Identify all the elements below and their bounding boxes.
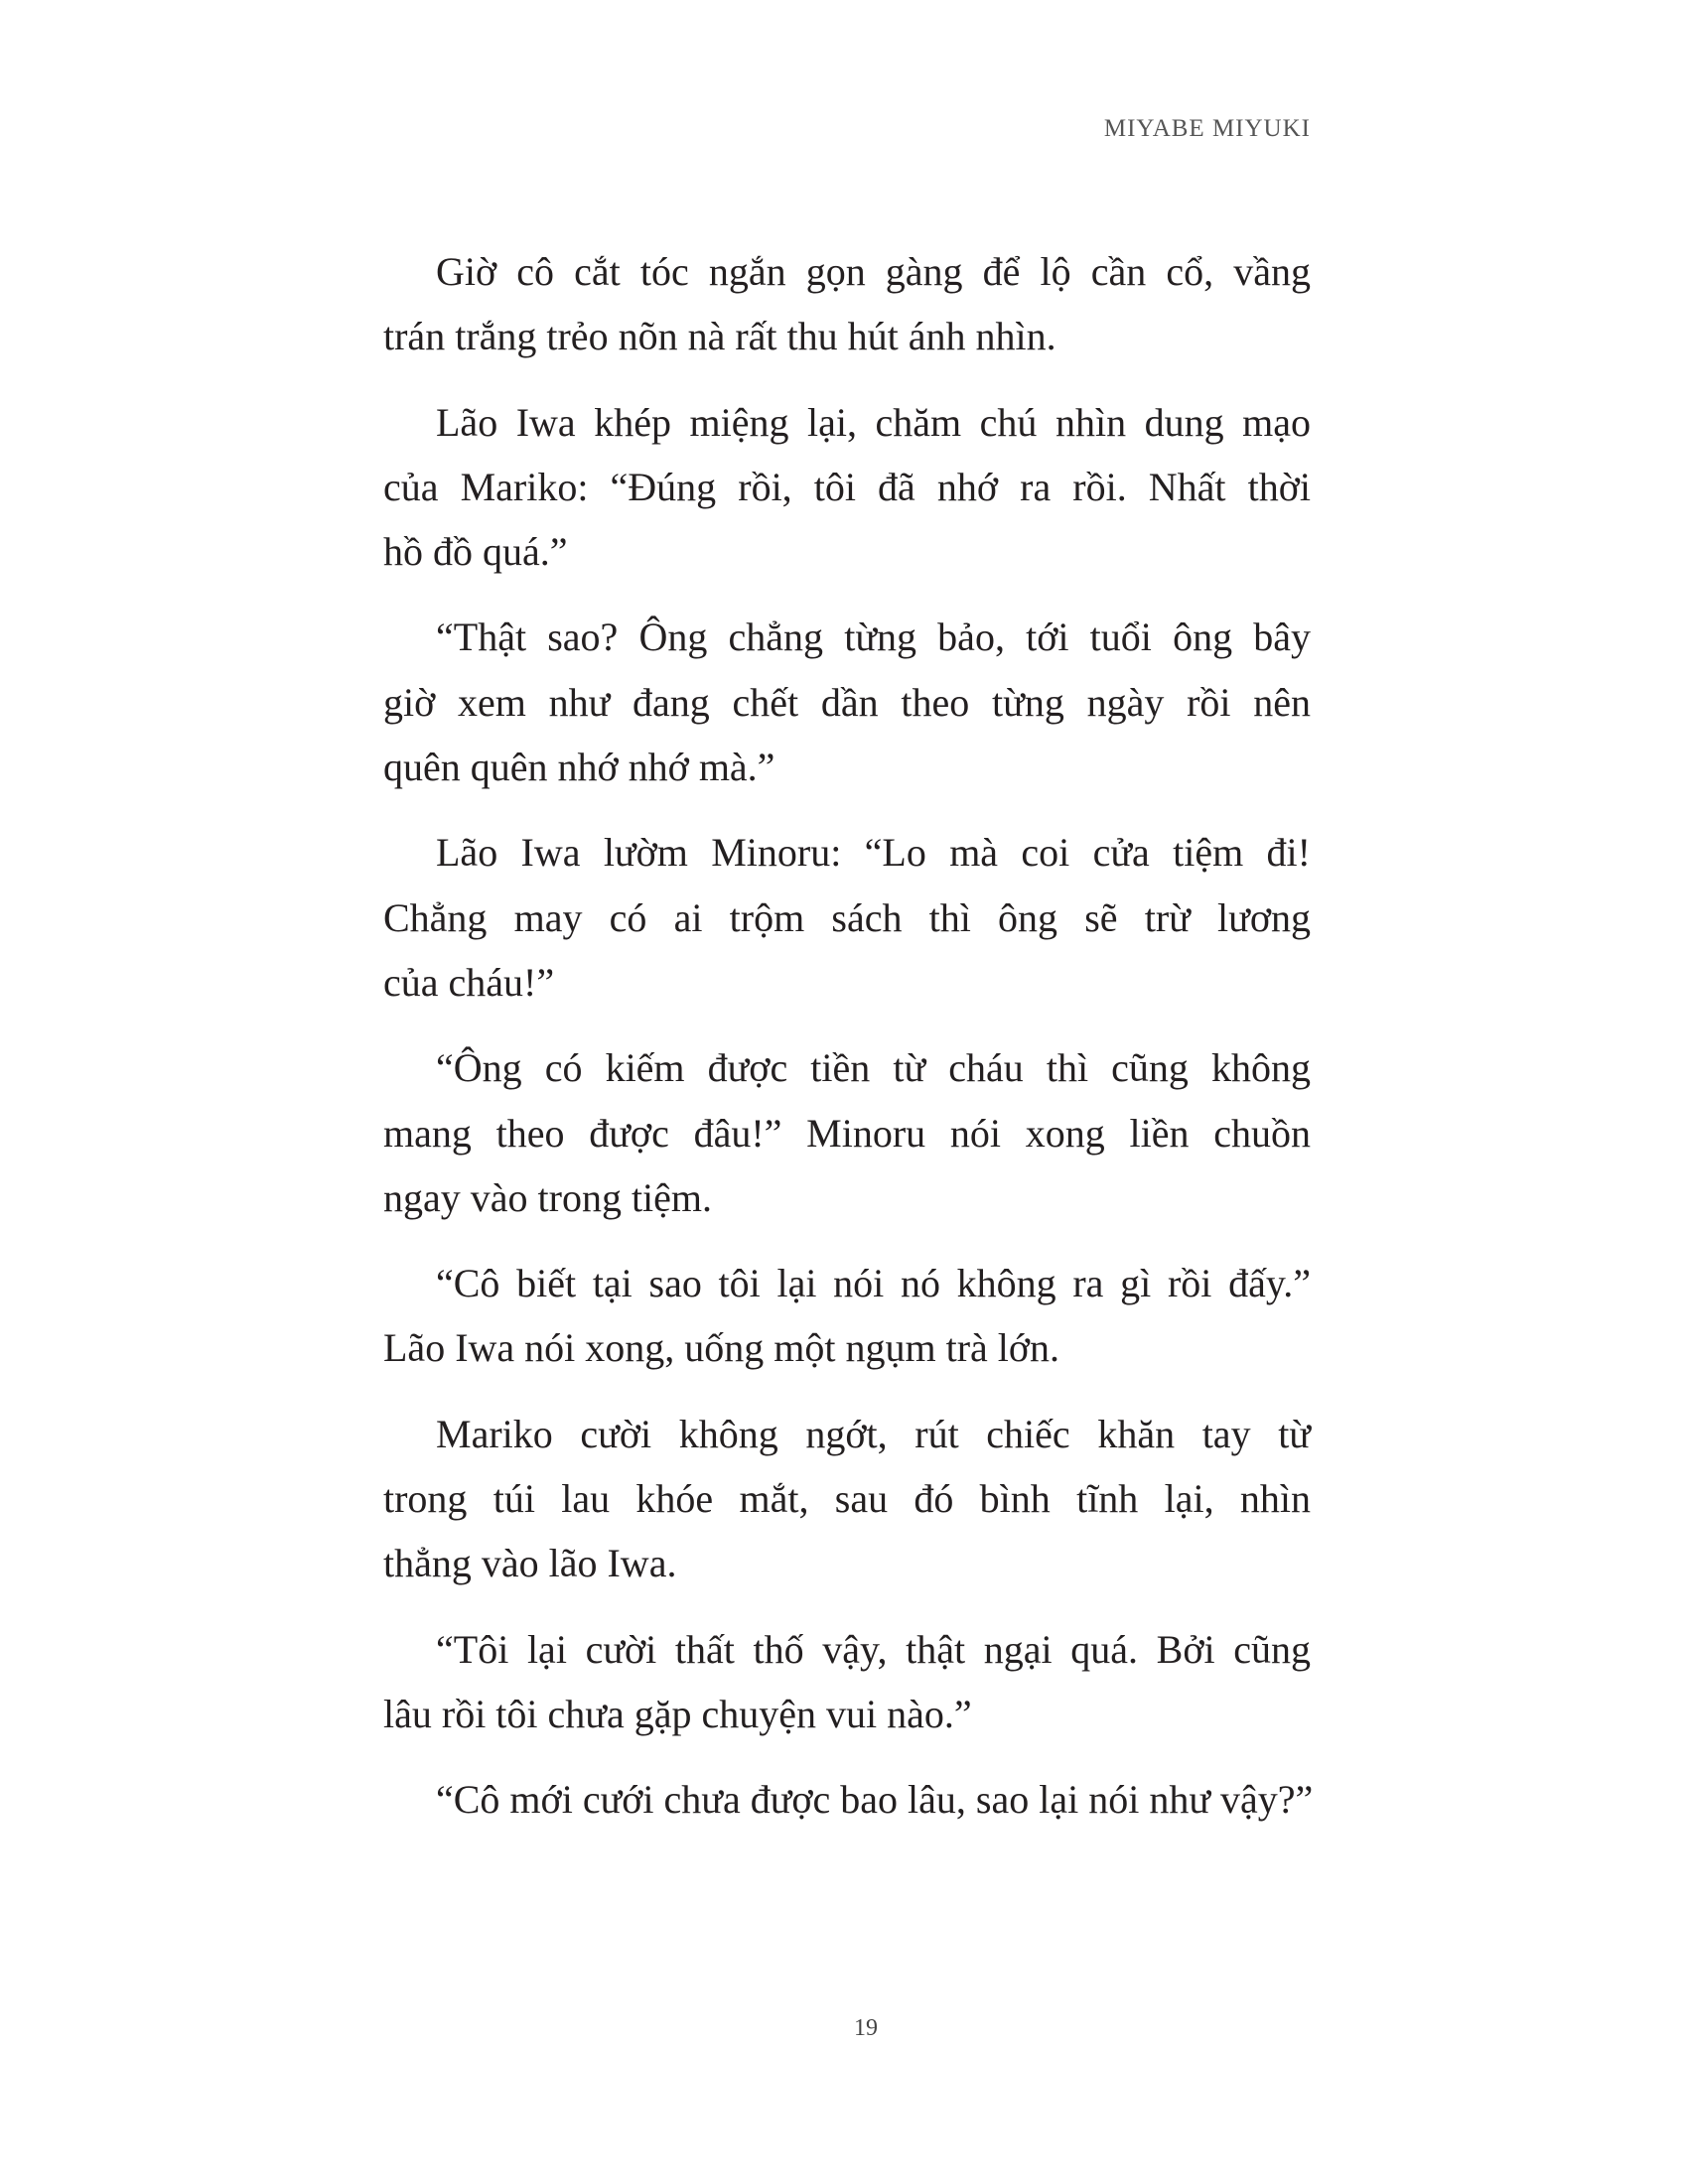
running-header: MIYABE MIYUKI: [1103, 115, 1311, 142]
text-line: Giờ cô cắt tóc ngắn gọn gàng để lộ cần cổ, vầng: [436, 249, 1311, 294]
paragraph: [383, 239, 1311, 369]
paragraph: [383, 820, 1311, 1015]
paragraph: [383, 1617, 1311, 1747]
text-line: trong túi lau khóe mắt, sau đó bình tĩnh lại, nhìn: [383, 1476, 1311, 1522]
text-line: “Cô mới cưới chưa được bao lâu, sao lại nói như vậy?”: [436, 1777, 1314, 1823]
paragraph: [383, 1035, 1311, 1230]
text-line: “Cô biết tại sao tôi lại nói nó không ra gì rồi đấy.”: [436, 1261, 1311, 1306]
text-line: lâu rồi tôi chưa gặp chuyện vui nào.”: [383, 1691, 972, 1736]
paragraph: [383, 390, 1311, 585]
text-line: “Thật sao? Ông chẳng từng bảo, tới tuổi ông bây: [436, 614, 1311, 660]
paragraph: [383, 1767, 1314, 1832]
text-line: ngay vào trong tiệm.: [383, 1174, 713, 1220]
text-line: trán trắng trẻo nõn nà rất thu hút ánh nhìn.: [383, 314, 1056, 359]
text-line: thẳng vào lão Iwa.: [383, 1541, 677, 1586]
text-line: Lão Iwa khép miệng lại, chăm chú nhìn dung mạo: [436, 399, 1311, 445]
text-line: của cháu!”: [383, 959, 555, 1005]
paragraph: [383, 1251, 1311, 1381]
text-line: của Mariko: “Đúng rồi, tôi đã nhớ ra rồi. Nhất thời: [383, 464, 1311, 509]
text-line: “Ông có kiếm được tiền từ cháu thì cũng không: [436, 1045, 1311, 1091]
text-line: Mariko cười không ngớt, rút chiếc khăn tay từ: [436, 1411, 1311, 1456]
text-line: Chẳng may có ai trộm sách thì ông sẽ trừ lương: [383, 894, 1311, 940]
paragraph: [383, 605, 1311, 799]
text-line: hồ đồ quá.”: [383, 529, 568, 575]
paragraph: [383, 1402, 1311, 1596]
text-line: Lão Iwa nói xong, uống một ngụm trà lớn.: [383, 1325, 1060, 1371]
body-text: [383, 239, 1314, 1853]
text-line: Lão Iwa lườm Minoru: “Lo mà coi cửa tiệm đi!: [436, 830, 1311, 876]
text-line: giờ xem như đang chết dần theo từng ngày rồi nên: [383, 679, 1311, 725]
text-line: mang theo được đâu!” Minoru nói xong liền chuồn: [383, 1110, 1311, 1156]
text-line: quên quên nhớ nhớ mà.”: [383, 745, 775, 790]
text-line: “Tôi lại cười thất thố vậy, thật ngại quá. Bởi cũng: [436, 1626, 1311, 1672]
page-number: 19: [854, 2015, 878, 2041]
